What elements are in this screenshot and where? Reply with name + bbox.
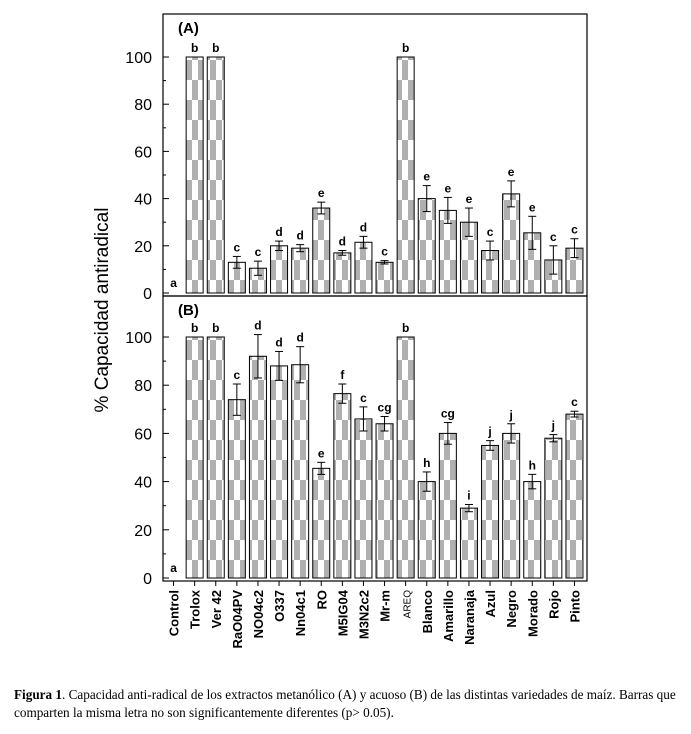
- bar-a-7: [313, 208, 330, 293]
- x-tick-label-6: Nn04c1: [293, 590, 309, 637]
- significance-letter-b-18: j: [551, 418, 556, 433]
- panel-label-a: (A): [178, 20, 199, 37]
- caption-label: Figura 1: [14, 687, 62, 702]
- x-tick-label-8: M5IG04: [335, 590, 351, 637]
- significance-letter-a-3: c: [233, 240, 241, 255]
- bar-a-9: [355, 242, 372, 293]
- x-tick-label-12: Blanco: [419, 590, 435, 634]
- y-tick-label-a-0: 0: [143, 286, 152, 303]
- significance-letter-a-0: a: [170, 276, 177, 290]
- significance-letter-a-1: b: [190, 41, 199, 55]
- y-tick-label-b-100: 100: [125, 330, 152, 347]
- bar-a-2: [207, 57, 224, 293]
- bar-a-12: [418, 199, 435, 293]
- significance-letter-b-13: cg: [440, 406, 455, 421]
- significance-letter-a-6: d: [296, 228, 304, 243]
- x-tick-label-1: Trolox: [187, 590, 203, 630]
- bar-b-17: [524, 482, 541, 578]
- significance-letter-b-8: f: [340, 367, 345, 382]
- significance-letter-a-14: e: [465, 192, 473, 207]
- x-tick-label-3: RaO04PV: [229, 590, 245, 649]
- significance-letter-a-10: c: [381, 244, 388, 259]
- bar-b-16: [503, 433, 520, 578]
- y-tick-label-a-80: 80: [134, 97, 152, 115]
- x-tick-label-18: Rojo: [546, 590, 562, 619]
- significance-letter-a-12: e: [423, 169, 431, 184]
- significance-letter-b-12: h: [423, 455, 431, 470]
- significance-letter-b-15: j: [488, 424, 492, 439]
- y-tick-label-b-80: 80: [134, 378, 152, 396]
- bar-a-16: [503, 194, 520, 293]
- x-tick-label-4: NO04c2: [250, 590, 266, 639]
- significance-letter-b-19: c: [571, 395, 578, 410]
- bar-b-13: [439, 433, 456, 578]
- significance-letter-a-13: e: [444, 181, 452, 196]
- bar-a-6: [292, 248, 309, 293]
- bar-b-18: [545, 438, 562, 578]
- significance-letter-b-4: d: [254, 318, 262, 333]
- significance-letter-b-11: b: [401, 321, 410, 335]
- significance-letter-b-7: e: [317, 446, 325, 461]
- significance-letter-a-15: c: [486, 225, 494, 240]
- significance-letter-b-14: i: [467, 488, 471, 503]
- bar-b-7: [313, 468, 330, 578]
- significance-letter-b-0: a: [170, 561, 177, 575]
- x-tick-label-15: Azul: [483, 590, 499, 618]
- x-tick-label-0: Control: [166, 590, 182, 637]
- x-tick-label-2: Ver 42: [208, 590, 224, 629]
- y-tick-label-a-40: 40: [134, 191, 152, 209]
- bar-b-2: [207, 337, 224, 578]
- y-axis-label: % Capacidad antiradical: [92, 207, 113, 413]
- significance-letter-b-5: d: [275, 335, 283, 350]
- y-tick-label-b-40: 40: [134, 474, 152, 492]
- bar-b-9: [355, 419, 372, 578]
- bar-b-8: [334, 394, 351, 578]
- significance-letter-b-3: c: [233, 367, 241, 382]
- significance-letter-a-9: d: [359, 220, 368, 235]
- bar-a-8: [334, 253, 351, 293]
- significance-letter-a-5: d: [275, 225, 283, 240]
- bar-b-4: [249, 356, 266, 578]
- panel-label-b: (B): [178, 302, 199, 319]
- bar-b-1: [186, 337, 203, 578]
- x-tick-label-10: Mr-m: [377, 590, 393, 622]
- bar-b-12: [418, 482, 435, 578]
- bar-b-3: [228, 400, 245, 578]
- caption-text: . Capacidad anti-radical de los extractos metanólico (A) y acuoso (B) de las distintas variedades de maíz. Barras que comparten la misma letra no son significantemente diferentes (p> 0.05).: [14, 687, 676, 720]
- bar-b-10: [376, 424, 393, 578]
- bar-b-11: [397, 337, 414, 578]
- significance-letter-b-1: b: [190, 321, 199, 335]
- significance-letter-a-17: e: [528, 200, 536, 215]
- significance-letter-a-7: e: [317, 186, 325, 201]
- significance-letter-a-18: c: [550, 229, 557, 244]
- significance-letter-b-17: h: [528, 458, 536, 473]
- significance-letter-b-2: b: [212, 321, 220, 335]
- significance-letter-b-9: c: [360, 390, 367, 405]
- y-tick-label-b-0: 0: [143, 571, 152, 588]
- significance-letter-a-19: c: [571, 222, 578, 237]
- x-tick-label-14: Naranaja: [461, 590, 477, 645]
- x-tick-label-19: Pinto: [567, 590, 583, 623]
- bar-a-5: [271, 246, 288, 293]
- significance-letter-a-16: e: [507, 164, 515, 179]
- bar-a-1: [186, 57, 203, 293]
- y-tick-label-a-60: 60: [134, 144, 152, 162]
- bar-a-10: [376, 262, 393, 293]
- x-tick-label-11: AREQ: [402, 590, 414, 619]
- significance-letter-a-2: b: [212, 41, 220, 55]
- bar-b-14: [460, 508, 477, 578]
- y-tick-label-b-20: 20: [134, 522, 152, 540]
- y-tick-label-a-20: 20: [134, 238, 152, 256]
- bar-b-19: [566, 414, 583, 578]
- bar-b-15: [482, 445, 499, 578]
- x-tick-label-17: Morado: [525, 590, 541, 637]
- y-tick-label-a-100: 100: [125, 50, 152, 67]
- x-tick-label-16: Negro: [504, 590, 520, 628]
- x-tick-label-13: Amarillo: [440, 590, 456, 643]
- significance-letter-a-8: d: [338, 234, 347, 249]
- bar-b-5: [271, 366, 288, 578]
- significance-letter-b-6: d: [296, 330, 304, 345]
- significance-letter-a-11: b: [401, 41, 410, 55]
- x-tick-label-9: M3N2c2: [356, 590, 372, 640]
- x-tick-label-7: RO: [314, 590, 330, 610]
- y-tick-label-b-60: 60: [134, 426, 152, 444]
- bar-a-11: [397, 57, 414, 293]
- significance-letter-b-10: cg: [377, 400, 392, 415]
- significance-letter-b-16: j: [509, 407, 513, 422]
- x-tick-label-5: O337: [272, 590, 288, 622]
- figure-caption: [14, 686, 684, 722]
- bar-b-6: [292, 365, 309, 578]
- significance-letter-a-4: c: [254, 245, 262, 260]
